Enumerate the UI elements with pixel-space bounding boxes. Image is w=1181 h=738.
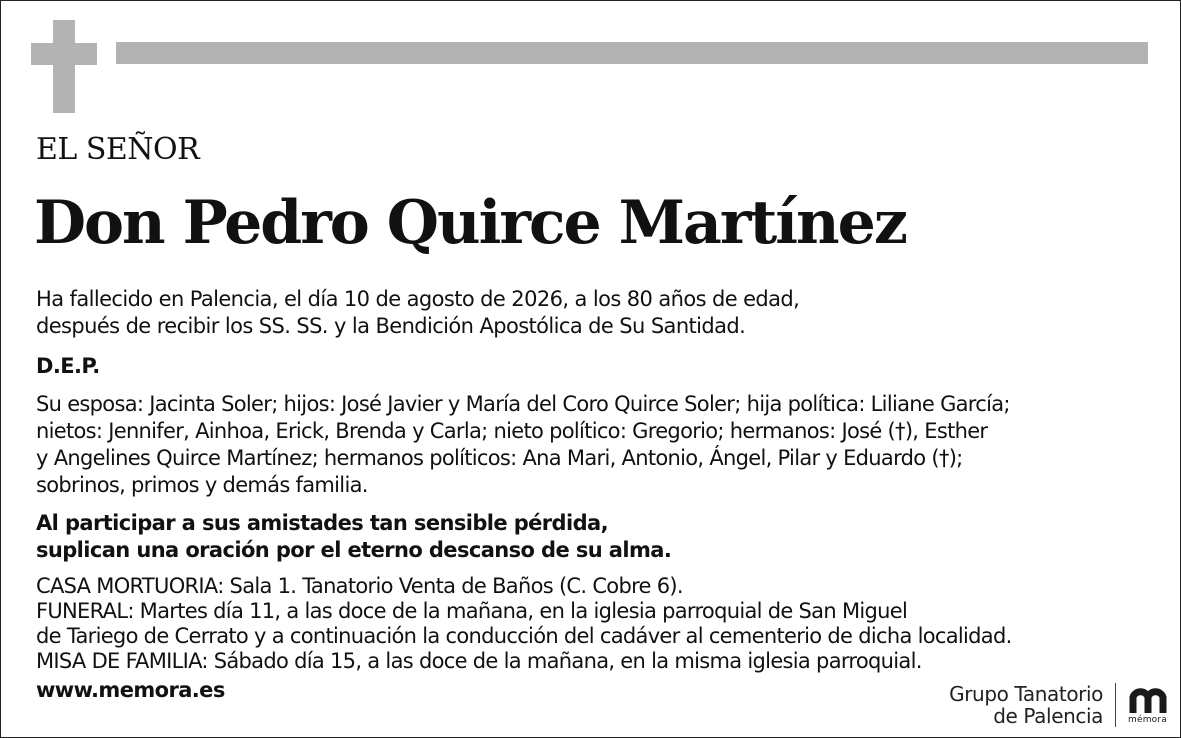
details-line: CASA MORTUORIA: Sala 1. Tanatorio Venta de Baños (C. Cobre 6).: [36, 574, 683, 598]
memora-logo-word: mémora: [1128, 715, 1167, 725]
family-line: sobrinos, primos y demás familia.: [36, 473, 368, 497]
details-paragraph: [36, 574, 1012, 674]
memora-logo-icon: [1129, 685, 1167, 715]
family-line: nietos: Jennifer, Ainhoa, Erick, Brenda y Carla; nieto político: Gregorio; hermanos: José (†), Esther: [36, 419, 988, 443]
brand-name: [949, 683, 1103, 727]
details-line: FUNERAL: Martes día 11, a las doce de la mañana, en la iglesia parroquial de San Miguel: [36, 599, 908, 623]
cross-icon: [31, 20, 97, 113]
prayer-line: Al participar a sus amistades tan sensible pérdida,: [36, 511, 608, 535]
family-line: Su esposa: Jacinta Soler; hijos: José Javier y María del Coro Quirce Soler; hija política: Liliane García;: [36, 392, 1010, 416]
memora-logo: [1128, 685, 1167, 725]
honorific: EL SEÑOR: [36, 132, 200, 167]
brand-line-1: Grupo Tanatorio: [949, 682, 1103, 706]
brand-line-2: de Palencia: [993, 704, 1103, 728]
prayer-paragraph: [36, 510, 671, 564]
header-bar: [116, 42, 1148, 64]
intro-line: después de recibir los SS. SS. y la Bendición Apostólica de Su Santidad.: [36, 314, 746, 338]
intro-paragraph: [36, 286, 799, 340]
dep-label: D.E.P.: [36, 354, 100, 378]
intro-line: Ha fallecido en Palencia, el día 10 de agosto de 2026, a los 80 años de edad,: [36, 287, 800, 311]
prayer-line: suplican una oración por el eterno descanso de su alma.: [36, 538, 672, 562]
brand-divider: [1115, 683, 1116, 727]
details-line: de Tariego de Cerrato y a continuación la conducción del cadáver al cementerio de dicha localidad.: [36, 624, 1012, 648]
family-paragraph: [36, 391, 1010, 499]
website-link[interactable]: www.memora.es: [36, 678, 225, 702]
brand-block: [949, 682, 1167, 728]
deceased-name: Don Pedro Quirce Martínez: [34, 188, 906, 258]
details-line: MISA DE FAMILIA: Sábado día 15, a las doce de la mañana, en la misma iglesia parroquial.: [36, 649, 922, 673]
family-line: y Angelines Quirce Martínez; hermanos políticos: Ana Mari, Antonio, Ángel, Pilar y Eduardo (†);: [36, 446, 963, 470]
